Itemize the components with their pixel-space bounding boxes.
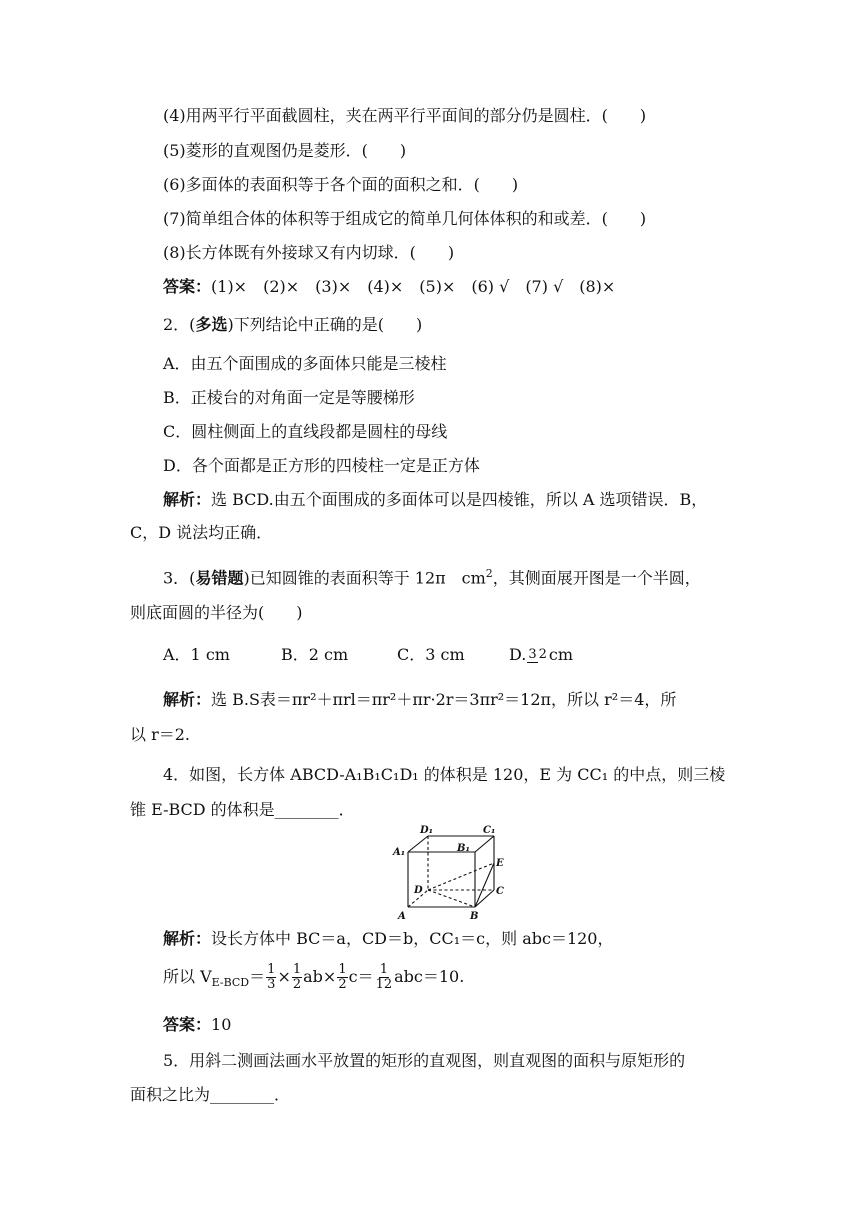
frac-num: 3 <box>528 647 537 662</box>
answer-label: 答案： <box>163 277 212 296</box>
q2-option-d: D．各个面都是正方形的四棱柱一定是正方体 <box>163 456 480 475</box>
q3-tag: 易错题 <box>195 568 244 588</box>
label-b: B <box>470 911 479 922</box>
q2-number: 2．( <box>163 315 196 334</box>
cuboid-figure <box>390 822 510 922</box>
q3-analysis-line2: 以 r＝2. <box>130 725 191 744</box>
fraction <box>375 963 394 992</box>
q3-stem-b: ，其侧面展开图是一个半圆， <box>492 568 701 588</box>
q4-analysis-line1: 设长方体中 BC＝a，CD＝b，CC₁＝c，则 abc＝120， <box>211 929 614 948</box>
fraction <box>337 963 347 992</box>
frac-den: 2 <box>292 977 302 992</box>
label-c1: C₁ <box>483 825 496 836</box>
q3-options <box>163 640 573 670</box>
q2-analysis <box>163 489 707 511</box>
label-a: A <box>398 911 406 922</box>
q1-item-5: (5)菱形的直观图仍是菱形．( ) <box>163 141 407 160</box>
q4-stem-line2: 锥 E-BCD 的体积是________． <box>130 800 355 819</box>
edge-bc <box>475 890 494 907</box>
frac-den: 2 <box>538 647 547 662</box>
frac-den: 2 <box>338 977 347 992</box>
frac-num: 1 <box>292 962 302 977</box>
q2-analysis-line2: C，D 说法均正确． <box>130 523 273 542</box>
q3-stem-line2: 则底面圆的半径为( ) <box>130 603 303 622</box>
label-d1: D₁ <box>420 825 434 836</box>
q4-analysis-line2 <box>163 962 464 998</box>
q4-answer-value: 10 <box>211 1015 232 1034</box>
frac-den: 3 <box>267 977 276 992</box>
analysis-label: 解析： <box>163 929 212 948</box>
formula-c: c＝ <box>348 967 374 986</box>
q2-analysis-line1: 选 BCD.由五个面围成的多面体可以是四棱锥，所以 A 选项错误．B， <box>211 490 708 509</box>
q3-analysis <box>163 689 676 711</box>
q2-stem <box>163 314 422 336</box>
frac-num: 1 <box>267 962 276 977</box>
label-d: D <box>414 885 423 896</box>
q3-stem-sup: 2 <box>485 567 493 580</box>
q4-answer <box>163 1014 231 1036</box>
frac-num: 1 <box>379 962 388 977</box>
frac-num: 1 <box>338 962 347 977</box>
q1-item-4: (4)用两平行平面截圆柱，夹在两平行平面间的部分仍是圆柱．( ) <box>163 106 647 125</box>
edge-be <box>475 863 494 907</box>
fraction <box>292 963 302 992</box>
label-c: C <box>496 886 504 897</box>
q1-answer <box>163 276 615 298</box>
q3-analysis-line1: 选 B.S表＝πr²＋πrl＝πr²＋πr·2r＝3πr²＝12π，所以 r²＝4，所 <box>211 690 677 709</box>
q3-option-d <box>509 640 573 670</box>
analysis-label: 解析： <box>163 690 212 709</box>
label-a1: A₁ <box>393 847 406 858</box>
formula-eq: ＝ <box>249 967 266 986</box>
answer-values: (1)× (2)× (3)× (4)× (5)× (6) √ (7) √ (8)× <box>211 277 616 296</box>
answer-label: 答案： <box>163 1015 212 1034</box>
formula-ab: ab× <box>303 967 337 986</box>
q4-analysis <box>163 928 613 950</box>
fraction <box>527 648 548 663</box>
edge-db-hidden <box>428 890 475 907</box>
q2-tag: 多选 <box>195 315 228 334</box>
q2-option-a: A．由五个面围成的多面体只能是三棱柱 <box>163 354 447 373</box>
q5-stem-line2: 面积之比为________． <box>130 1085 291 1104</box>
formula-sub: E-BCD <box>211 976 250 990</box>
q2-stem-text: )下列结论中正确的是( ) <box>227 315 423 334</box>
option-d-prefix: D. <box>509 645 527 664</box>
label-e: E <box>496 858 504 869</box>
q3-number: 3．( <box>163 568 196 588</box>
q2-option-b: B．正棱台的对角面一定是等腰梯形 <box>163 388 415 407</box>
edge-a1d1 <box>408 836 428 852</box>
q1-item-7: (7)简单组合体的体积等于组成它的简单几何体体积的和或差．( ) <box>163 209 647 228</box>
formula-tail: abc＝10. <box>394 967 465 986</box>
q5-stem-line1: 5．用斜二测画法画水平放置的矩形的直观图，则直观图的面积与原矩形的 <box>163 1051 686 1070</box>
edge-b1c1 <box>475 836 494 852</box>
q1-item-6: (6)多面体的表面积等于各个面的面积之和．( ) <box>163 175 519 194</box>
q3-option-c: C．3 cm <box>397 645 465 664</box>
frac-den: 12 <box>375 977 393 992</box>
fraction <box>266 963 276 992</box>
option-d-suffix: cm <box>548 645 574 664</box>
q3-stem-a: )已知圆锥的表面积等于 12π cm <box>243 568 486 588</box>
formula-times: × <box>277 967 291 986</box>
label-b1: B₁ <box>457 843 470 854</box>
analysis-label: 解析： <box>163 490 212 509</box>
q3-stem <box>163 563 701 589</box>
q2-option-c: C．圆柱侧面上的直线段都是圆柱的母线 <box>163 422 448 441</box>
q1-item-8: (8)长方体既有外接球又有内切球．( ) <box>163 243 455 262</box>
formula-prefix: 所以 V <box>163 967 212 986</box>
q3-option-a: A．1 cm <box>163 645 230 664</box>
q3-option-b: B．2 cm <box>281 645 349 664</box>
q4-stem-line1: 4．如图，长方体 ABCD-A₁B₁C₁D₁ 的体积是 120，E 为 CC₁ 的中点，则三棱 <box>163 765 726 784</box>
